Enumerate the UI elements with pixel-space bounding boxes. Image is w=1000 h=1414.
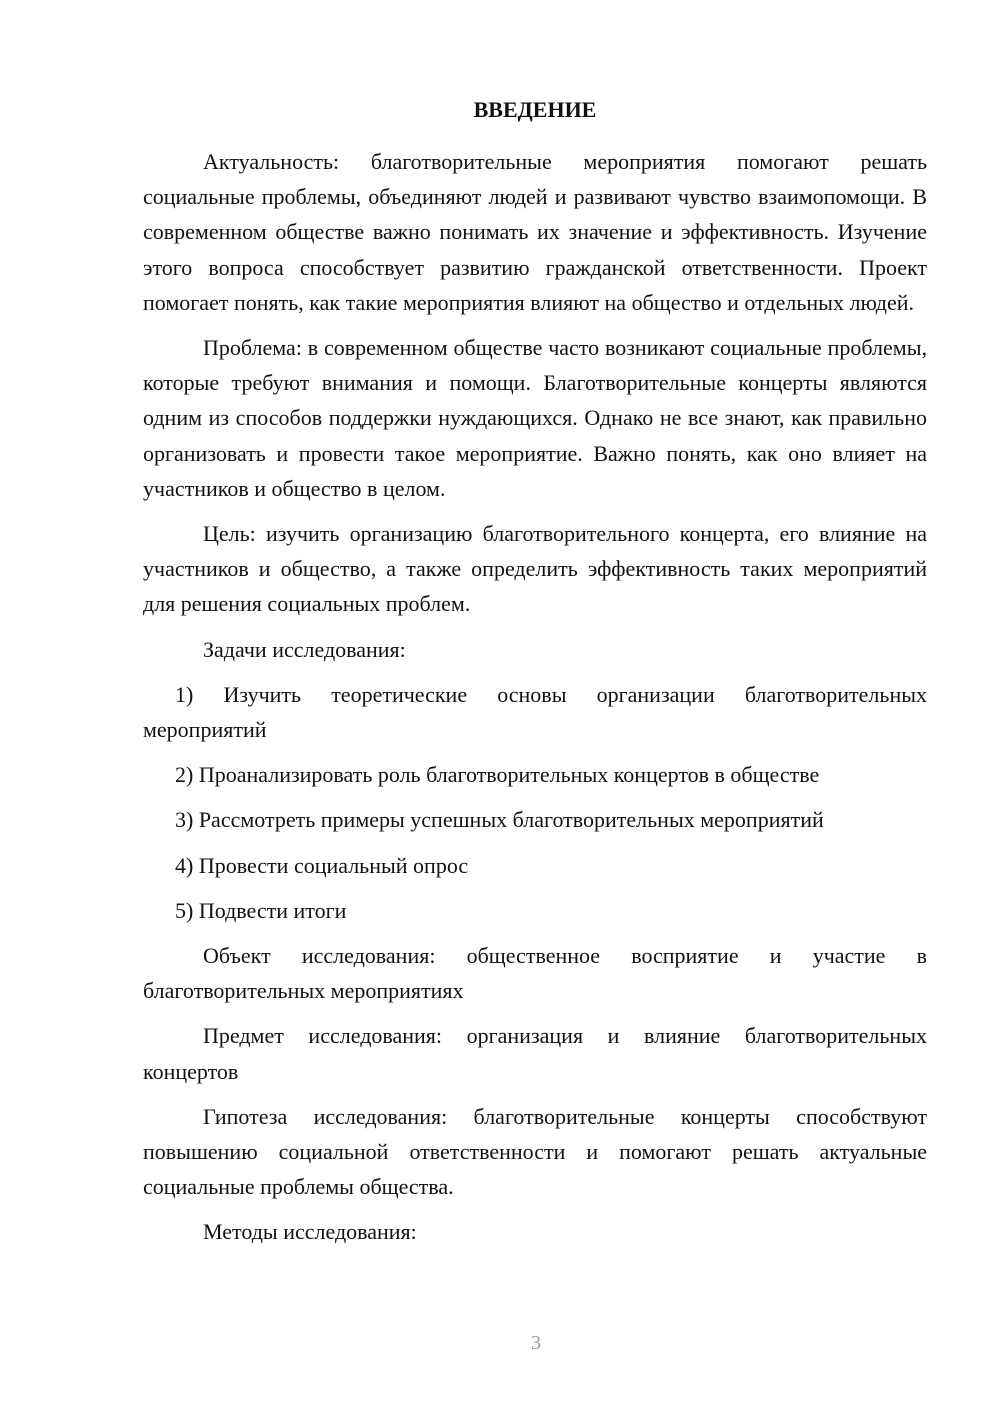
document-page — [143, 92, 927, 1260]
paragraph-problem: Проблема: в современном обществе часто возникают социальные проблемы, которые требуют внимания и помощи. Благотворительные концерты являются одним из способов поддержки нуждающихся. Однако не все знают, как правильно организовать и провести такое мероприятие. Важно понять, как оно влияет на участников и общество в целом. — [143, 335, 927, 501]
tasks-heading: Задачи исследования: — [203, 636, 406, 662]
page-number: 3 — [531, 1332, 541, 1354]
task-item-5: 5) Подвести итоги — [175, 897, 347, 923]
task-item-3: 3) Рассмотреть примеры успешных благотворительных мероприятий — [175, 807, 824, 833]
paragraph-subject: Предмет исследования: организация и влияние благотворительных концертов — [143, 1023, 927, 1084]
methods-heading: Методы исследования: — [203, 1219, 417, 1245]
page-title: ВВЕДЕНИЕ — [473, 97, 597, 122]
task-item-4: 4) Провести социальный опрос — [175, 852, 469, 878]
paragraph-relevance: Актуальность: благотворительные мероприятия помогают решать социальные проблемы, объединяют людей и развивают чувство взаимопомощи. В современном обществе важно понимать их значение и эффективность. Изучение этого вопроса способствует развитию гражданской ответственности. Проект помогает понять, как такие мероприятия влияют на общество и отдельных людей. — [143, 149, 927, 315]
paragraph-goal: Цель: изучить организацию благотворительного концерта, его влияние на участников и общество, а также определить эффективность таких мероприятий для решения социальных проблем. — [143, 521, 927, 617]
task-item-2: 2) Проанализировать роль благотворительных концертов в обществе — [175, 762, 820, 788]
paragraph-hypothesis: Гипотеза исследования: благотворительные концерты способствуют повышению социальной ответственности и помогают решать актуальные социальные проблемы общества. — [143, 1103, 927, 1200]
paragraph-object: Объект исследования: общественное восприятие и участие в благотворительных мероприятиях — [143, 943, 927, 1004]
task-item-1: 1) Изучить теоретические основы организации благотворительных мероприятий — [143, 681, 927, 743]
